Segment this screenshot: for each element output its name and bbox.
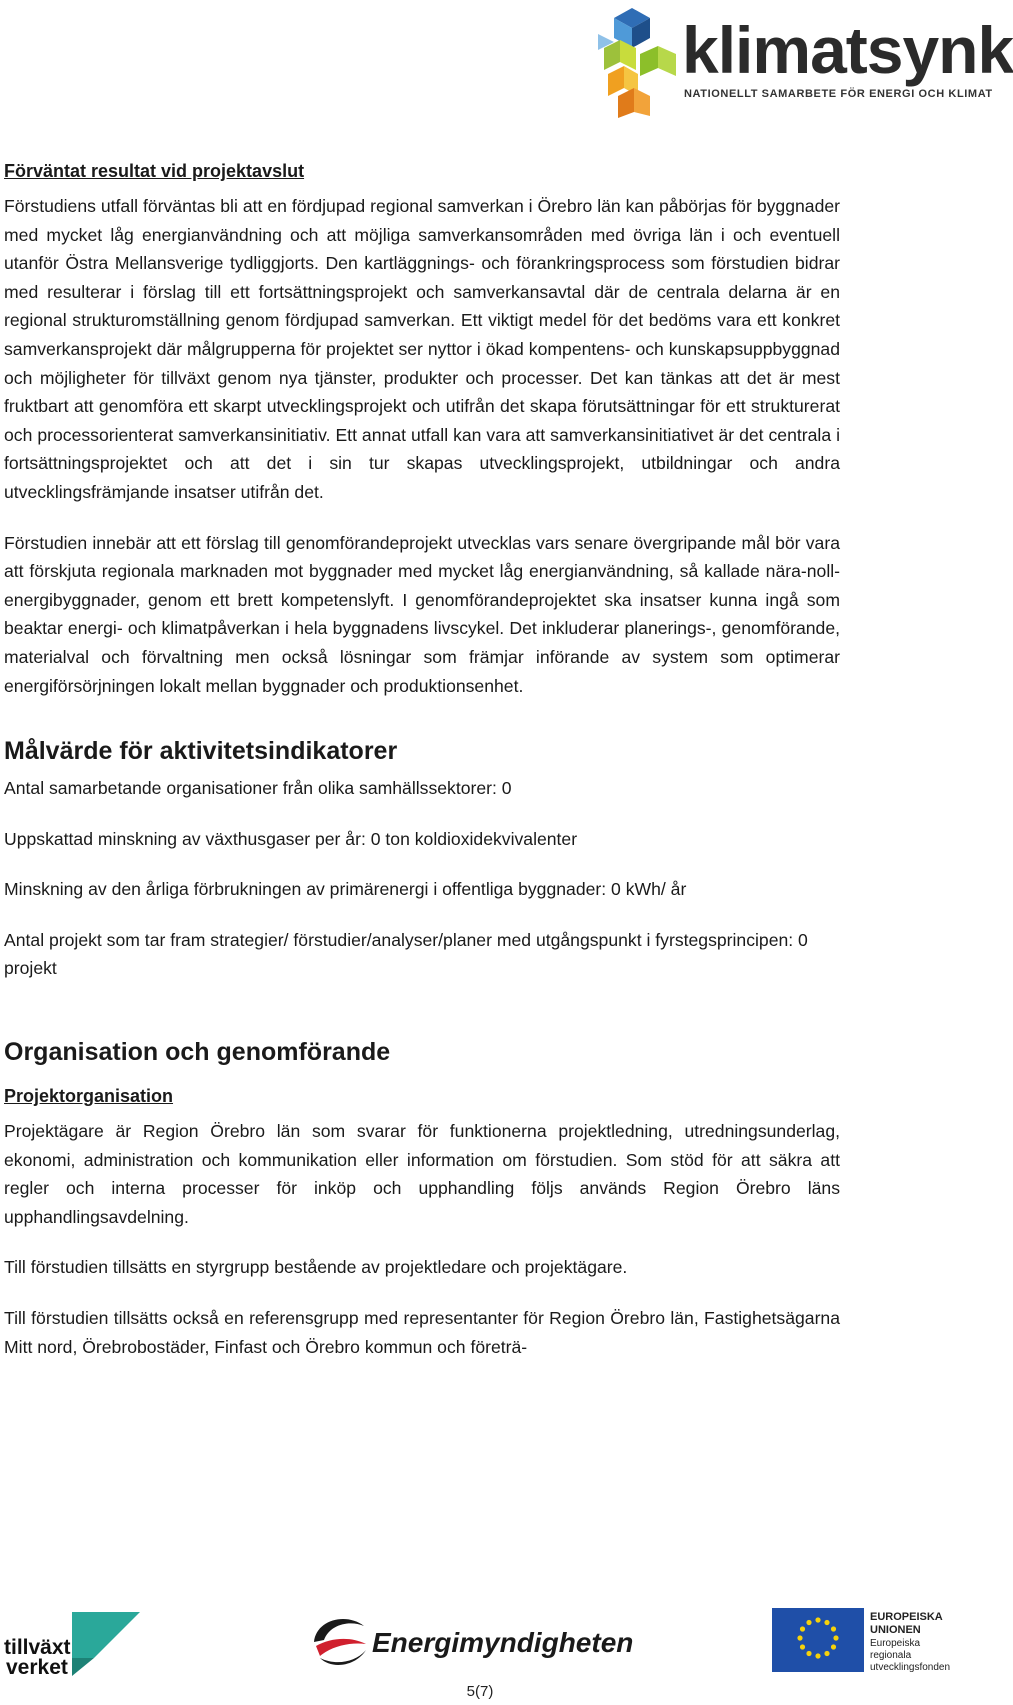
tillvaxtverket-mark-icon bbox=[2, 1608, 142, 1678]
logo-tagline: NATIONELLT SAMARBETE FÖR ENERGI OCH KLIMAT bbox=[684, 88, 993, 100]
indicator-item: Minskning av den årliga förbrukningen av primärenergi i offentliga byggnader: 0 kWh/ år bbox=[4, 879, 687, 900]
logo-wordmark: klimatsynk bbox=[682, 13, 1013, 87]
results-paragraph-2: Förstudien innebär att ett förslag till genomförandeprojekt utvecklas vars senare övergripande mål bör vara att förskjuta regionala marknaden mot byggnader med mycket låg energianvändning, så kallade nära-noll-energibyggnader, genom ett brett kompetenslyft. I genomförandeprojektet ska insatser kunna ingå som beaktar energi- och klimatpåverkan i hela byggnadens livscykel. Det inkluderar planerings-, genomförande, materialval och förvaltning men också lösningar som främjar införande av system som optimerar energiförsörjningen lokalt mellan byggnader och produktionsenhet. bbox=[4, 532, 840, 696]
eu-text-2: UNIONEN bbox=[870, 1624, 921, 1636]
klimatsynk-cube-icon bbox=[592, 4, 684, 120]
eu-text-1: EUROPEISKA bbox=[870, 1611, 943, 1623]
section-heading-results: Förväntat resultat vid projektavslut bbox=[4, 161, 305, 181]
organisation-paragraph-2: Till förstudien tillsätts en styrgrupp bestående av projektledare och projektägare. bbox=[4, 1257, 628, 1278]
eu-text-5: utvecklingsfonden bbox=[870, 1662, 951, 1673]
subheading-projektorganisation: Projektorganisation bbox=[4, 1086, 174, 1107]
indicator-item: Uppskattad minskning av växthusgaser per år: 0 ton koldioxidekvivalenter bbox=[4, 828, 578, 849]
organisation-paragraph-3: Till förstudien tillsätts också en referensgrupp med representanter för Region Örebro län, Fastighetsägarna Mitt nord, Örebrobostäder, Finfast och Örebro kommun och företrä- bbox=[4, 1308, 840, 1357]
eu-logo bbox=[772, 1606, 958, 1676]
energimyndigheten-swirl-icon bbox=[306, 1608, 634, 1670]
eu-text-3: Europeiska bbox=[870, 1638, 921, 1649]
energimyndigheten-text: Energimyndigheten bbox=[372, 1627, 634, 1658]
eu-text-4: regionala bbox=[870, 1650, 912, 1661]
section-heading-organisation: Organisation och genomförande bbox=[4, 1038, 391, 1067]
energimyndigheten-logo bbox=[306, 1608, 634, 1670]
document-body bbox=[4, 158, 840, 1361]
tillvaxt-text: tillväxt bbox=[4, 1636, 71, 1659]
indicator-item: Antal samarbetande organisationer från olika samhällssektorer: 0 bbox=[4, 778, 512, 799]
results-paragraph-1: Förstudiens utfall förväntas bli att en fördjupad regional samverkan i Örebro län kan påbörjas för byggnader med mycket låg energianvändning och att möjliga samverkansområden med övriga län i och eventuell utanför Östra Mellansverige tydliggjorts. Den kartläggnings- och förankringsprocess som förstudien bidrar med resulterar i förslag till ett fortsättningsprojekt och samverkansavtal där de centrala delarna är en regional strukturomställning genom fördjupad samverkan. Ett viktigt medel för det bedöms vara ett konkret samverkansprojekt där målgrupperna för projektet ser nyttor i ökad kompentens- och kunskapsuppbyggnad och möjligheter för tillväxt genom nya tjänster, produkter och processer. Det kan tänkas att det är mest fruktbart att genomföra ett skarpt utvecklingsprojekt och utifrån det skapa förutsättningar för ett strukturerat och processorienterat samverkansinitiativ. Ett annat utfall kan vara att samverkansinitiativet är det centrala i fortsättningsprojektet och att det i sin tur skapas utvecklingsprojekt, utbildningar och andra utvecklingsfrämjande insatser utifrån det. bbox=[4, 196, 840, 502]
tillvaxtverket-logo bbox=[2, 1608, 142, 1678]
page-number: 5(7) bbox=[466, 1683, 494, 1700]
eu-flag-icon bbox=[772, 1606, 958, 1676]
indicator-item: Antal projekt som tar fram strategier/ förstudier/analyser/planer med utgångspunkt i fyrstegsprincipen: 0 projekt bbox=[4, 929, 808, 979]
organisation-paragraph-1: Projektägare är Region Örebro län som svarar för funktionerna projektledning, utredningsunderlag, ekonomi, administration och kommunikation eller information om förstudien. Som stöd för att säkra att regler och interna processer för inköp och upphandling följs används Region Örebro läns upphandlingsavdelning. bbox=[4, 1121, 840, 1227]
section-heading-indicators: Målvärde för aktivitetsindikatorer bbox=[4, 737, 398, 766]
verket-text: verket bbox=[6, 1656, 68, 1679]
